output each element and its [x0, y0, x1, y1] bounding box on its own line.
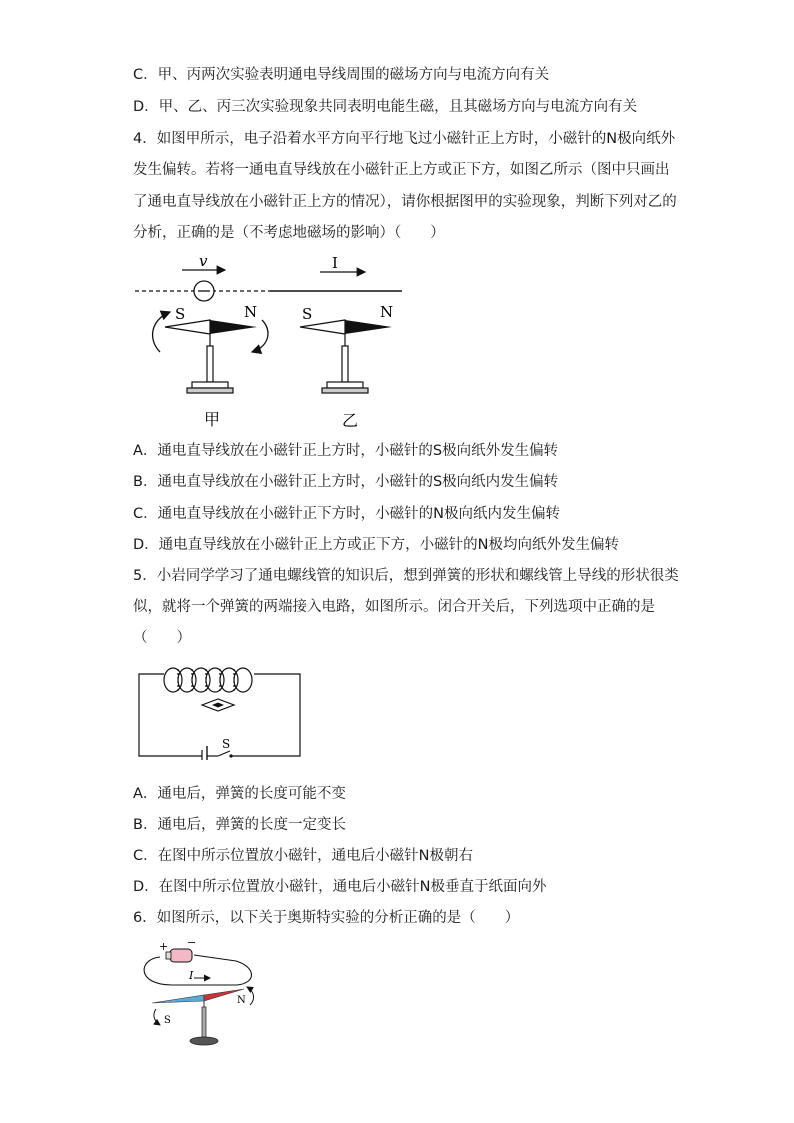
compass-left — [153, 303, 268, 393]
q4-stem-line-1: 4．如图甲所示，电子沿着水平方向平行地飞过小磁针正上方时，小磁针的N极向纸外 — [133, 131, 676, 147]
q5-option-c: C．在图中所示位置放小磁针，通电后小磁针N极朝右 — [133, 848, 473, 864]
q4-stem-line-3: 了通电直导线放在小磁针正上方的情况），请你根据图甲的实验现象，判断下列对乙的 — [133, 194, 677, 210]
left-s-label: S — [175, 305, 186, 323]
right-s-label: S — [302, 305, 313, 323]
q5-option-a: A．通电后，弹簧的长度可能不变 — [133, 786, 346, 802]
q4-option-d: D．通电直导线放在小磁针正上方或正下方，小磁针的N极均向纸外发生偏转 — [133, 537, 620, 553]
q5-stem-line-1: 5．小岩同学学习了通电螺线管的知识后，想到弹簧的形状和螺线管上导线的形状很类 — [133, 568, 679, 584]
q6-figure — [132, 935, 262, 1055]
q5-option-d: D．在图中所示位置放小磁针，通电后小磁针N极垂直于纸面向外 — [133, 879, 547, 895]
minus-label: − — [187, 936, 197, 949]
q6-current-label: I — [189, 969, 194, 982]
spring-coil — [164, 668, 252, 692]
small-magnet — [202, 699, 234, 711]
current-label: I — [332, 254, 338, 272]
q4-figure — [130, 250, 420, 435]
q4-stem-line-2: 发生偏转。若将一通电直导线放在小磁针正上方或正下方，如图乙所示（图中只画出 — [133, 162, 670, 178]
right-n-label: N — [380, 303, 394, 321]
left-n-label: N — [244, 303, 258, 321]
q3-option-d: D．甲、乙、丙三次实验现象共同表明电能生磁，且其磁场方向与电流方向有关 — [133, 99, 638, 115]
q4-stem-line-4: 分析，正确的是（不考虑地磁场的影响）（ ） — [133, 225, 445, 241]
q6-stem: 6．如图所示，以下关于奥斯特实验的分析正确的是（ ） — [133, 910, 520, 926]
q4-option-b: B．通电直导线放在小磁针正上方时，小磁针的S极向纸内发生偏转 — [133, 474, 559, 490]
q4-option-a: A．通电直导线放在小磁针正上方时，小磁针的S极向纸外发生偏转 — [133, 443, 559, 459]
velocity-label: v — [199, 252, 208, 270]
q5-figure — [134, 658, 304, 760]
q3-option-c: C．甲、丙两次实验表明通电导线周围的磁场方向与电流方向有关 — [133, 67, 550, 83]
switch-label: S — [222, 737, 231, 751]
q6-s-label: S — [164, 1015, 171, 1026]
q5-stem-line-3: （ ） — [133, 630, 191, 646]
q5-stem-line-2: 似，就将一个弹簧的两端接入电路，如图所示。闭合开关后，下列选项中正确的是 — [133, 599, 655, 615]
q5-option-b: B．通电后，弹簧的长度一定变长 — [133, 817, 346, 833]
compass-right — [300, 303, 393, 393]
q6-n-label: N — [237, 995, 246, 1006]
q4-option-c: C．通电直导线放在小磁针正下方时，小磁针的N极向纸内发生偏转 — [133, 506, 560, 522]
caption-jia: 甲 — [204, 410, 221, 429]
caption-yi: 乙 — [342, 411, 359, 430]
plus-label: + — [159, 940, 169, 953]
